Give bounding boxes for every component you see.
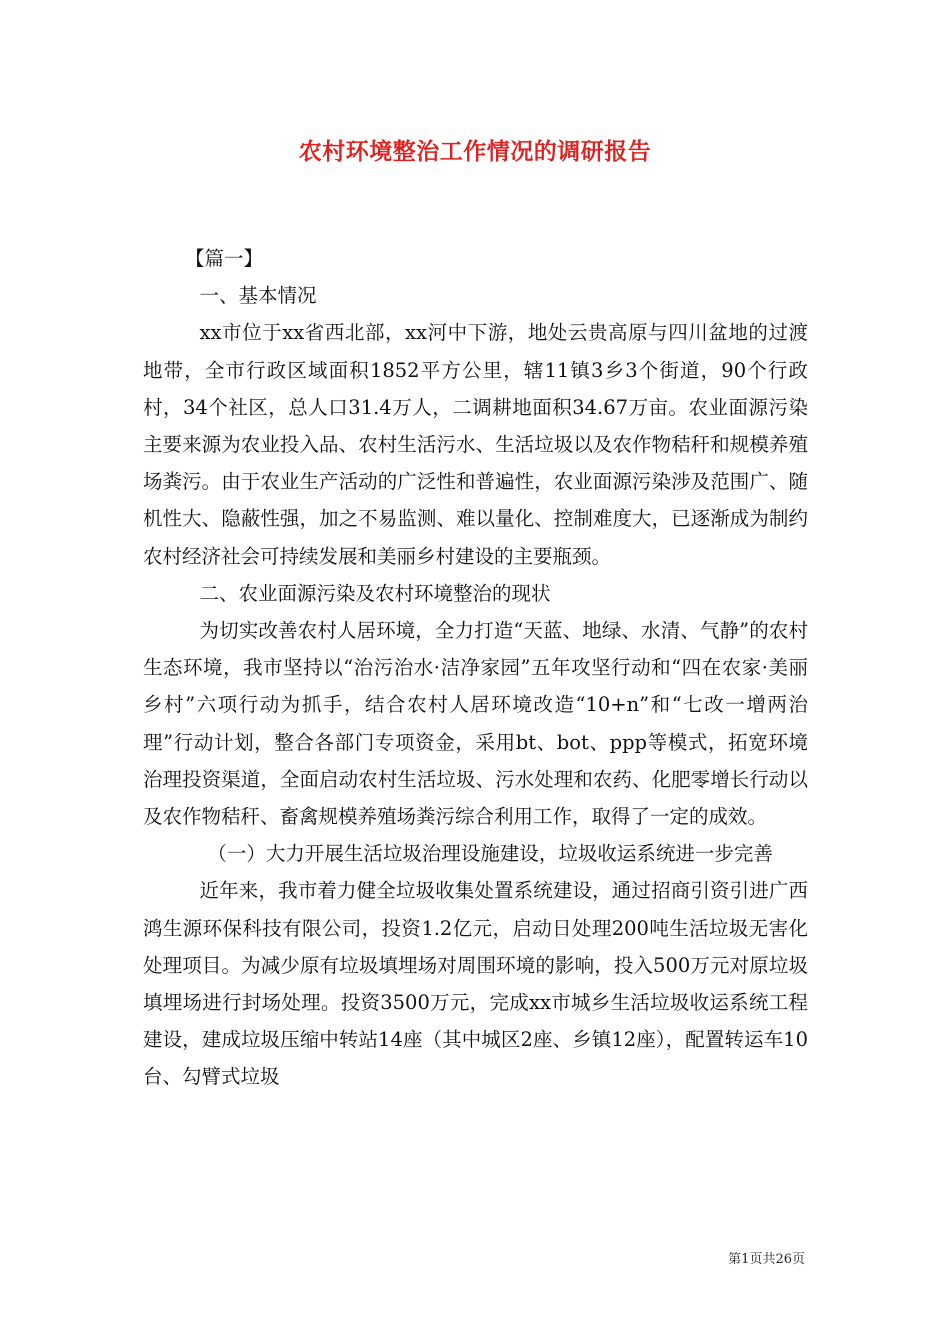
part-label: 【篇一】 [185,247,264,270]
subsection-heading-garbage: （一）大力开展生活垃圾治理设施建设，垃圾收运系统进一步完善 [207,842,773,866]
section-heading-current-status: 二、农业面源污染及农村环境整治的现状 [199,581,551,605]
section-heading-basic-situation: 一、基本情况 [199,284,317,308]
paragraph-garbage: 近年来，我市着力健全垃圾收集处置系统建设，通过招商引资引进广西鸿生源环保科技有限公司，投资1.2亿元，启动日处理200吨生活垃圾无害化处理项目。为减少原有垃圾填埋场对周围环境的影响，投入500万元对原垃圾填埋场进行封场处理。投资3500万元，完成xx市城乡生活垃圾收运系统工程建设，建成垃圾压缩中转站14座（其中城区2座、乡镇12座），配置转运车10台、勾臂式垃圾 [143,879,808,1089]
page-number: 第1页共26页 [728,1252,805,1267]
document-body [143,240,808,1096]
document-title: 农村环境整治工作情况的调研报告 [298,138,652,165]
paragraph-current-status: 为切实改善农村人居环境，全力打造“天蓝、地绿、水清、气静”的农村生态环境，我市坚持以“治污治水·洁净家园”五年攻坚行动和“四在农家·美丽乡村”六项行动为抓手，结合农村人居环境改造“10+n”和“七改一增两治理”行动计划，整合各部门专项资金，采用bt、bot、ppp等模式，拓宽环境治理投资渠道，全面启动农村生活垃圾、污水处理和农药、化肥零增长行动以及农作物秸秆、畜禽规模养殖场粪污综合利用工作，取得了一定的成效。 [143,619,808,829]
paragraph-basic-situation: xx市位于xx省西北部，xx河中下游，地处云贵高原与四川盆地的过渡地带，全市行政区域面积1852平方公里，辖11镇3乡3个街道，90个行政村，34个社区，总人口31.4万人，二调耕地面积34.67万亩。农业面源污染主要来源为农业投入品、农村生活污水、生活垃圾以及农作物秸秆和规模养殖场粪污。由于农业生产活动的广泛性和普遍性，农业面源污染涉及范围广、随机性大、隐蔽性强，加之不易监测、难以量化、控制难度大，已逐渐成为制约农村经济社会可持续发展和美丽乡村建设的主要瓶颈。 [143,321,808,568]
